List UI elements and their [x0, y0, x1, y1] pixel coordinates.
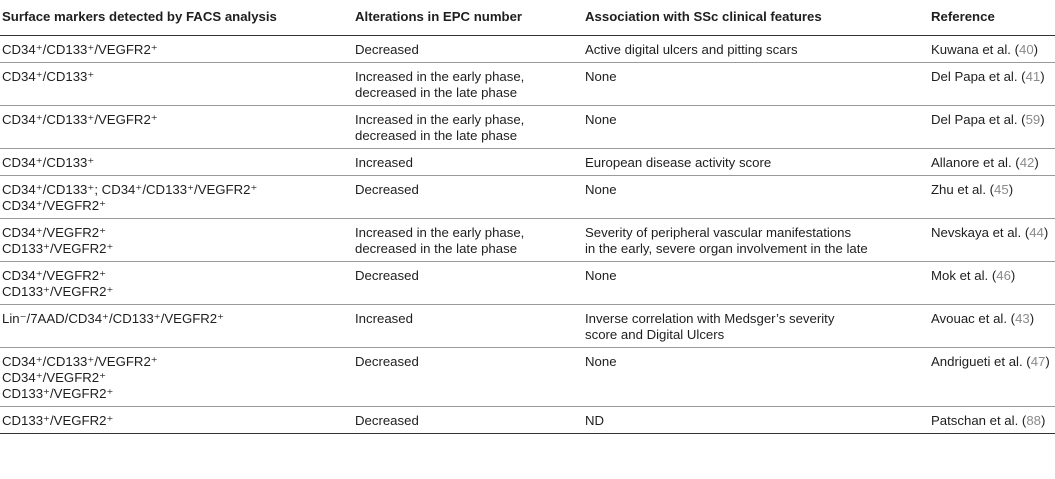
markers-cell: [0, 176, 353, 219]
reference-number-link[interactable]: 40: [1018, 42, 1034, 57]
reference-cell: Del Papa et al. (41): [929, 63, 1055, 106]
alteration-cell-line: decreased in the late phase: [355, 128, 518, 143]
markers-cell-line: CD34⁺/VEGFR2⁺: [2, 370, 107, 385]
association-cell-line: ND: [585, 413, 605, 428]
reference-number-link[interactable]: 88: [1026, 413, 1041, 428]
markers-cell-line: CD133⁺/VEGFR2⁺: [2, 241, 114, 256]
alteration-cell: [353, 407, 583, 434]
association-cell-line: None: [585, 112, 617, 127]
reference-cell: Zhu et al. (45): [929, 176, 1055, 219]
association-cell-line: European disease activity score: [585, 155, 772, 170]
alteration-cell: [353, 106, 583, 149]
reference-cell: Allanore et al. (42): [929, 149, 1055, 176]
table-row: [0, 262, 1055, 305]
association-cell: [583, 36, 929, 63]
markers-cell-line: CD133⁺/VEGFR2⁺: [2, 413, 114, 428]
alteration-cell-line: Decreased: [355, 413, 419, 428]
markers-cell-line: CD34⁺/CD133⁺; CD34⁺/CD133⁺/VEGFR2⁺: [2, 182, 258, 197]
reference-number-link[interactable]: 59: [1025, 112, 1041, 127]
association-cell: [583, 305, 929, 348]
table-row: [0, 106, 1055, 149]
reference-number-link[interactable]: 41: [1025, 69, 1041, 84]
alteration-cell: [353, 36, 583, 63]
association-cell: [583, 176, 929, 219]
markers-cell: [0, 348, 353, 407]
alteration-cell: [353, 262, 583, 305]
association-cell: [583, 407, 929, 434]
alteration-cell-line: Increased: [355, 311, 413, 326]
reference-number-link[interactable]: 42: [1019, 155, 1035, 170]
markers-cell-line: CD133⁺/VEGFR2⁺: [2, 284, 114, 299]
association-cell: [583, 149, 929, 176]
reference-author: Avouac et al.: [931, 311, 1008, 326]
reference-author: Kuwana et al.: [931, 42, 1011, 57]
markers-cell: [0, 262, 353, 305]
reference-number-link[interactable]: 44: [1029, 225, 1044, 240]
alteration-cell-line: Decreased: [355, 268, 419, 283]
reference-author: Nevskaya et al.: [931, 225, 1022, 240]
alteration-cell: [353, 149, 583, 176]
reference-cell: Nevskaya et al. (44): [929, 219, 1055, 262]
reference-cell: Avouac et al. (43): [929, 305, 1055, 348]
reference-number-link[interactable]: 45: [994, 182, 1009, 197]
alteration-cell: [353, 219, 583, 262]
alteration-cell-line: decreased in the late phase: [355, 85, 518, 100]
markers-cell-line: CD133⁺/VEGFR2⁺: [2, 386, 114, 401]
alteration-cell-line: Increased: [355, 155, 413, 170]
reference-cell: Patschan et al. (88): [929, 407, 1055, 434]
reference-author: Del Papa et al.: [931, 112, 1018, 127]
table-row: [0, 305, 1055, 348]
alteration-cell-line: Increased in the early phase,: [355, 112, 525, 127]
reference-author: Del Papa et al.: [931, 69, 1018, 84]
markers-cell-line: CD34⁺/VEGFR2⁺: [2, 225, 107, 240]
association-cell-line: None: [585, 354, 617, 369]
reference-number-link[interactable]: 43: [1015, 311, 1030, 326]
reference-cell: Del Papa et al. (59): [929, 106, 1055, 149]
markers-cell-line: CD34⁺/CD133⁺/VEGFR2⁺: [2, 112, 158, 127]
header-row: [0, 0, 1055, 36]
alteration-cell-line: Increased in the early phase,: [355, 225, 525, 240]
association-cell: [583, 262, 929, 305]
reference-author: Allanore et al.: [931, 155, 1012, 170]
reference-number-link[interactable]: 46: [996, 268, 1011, 283]
association-cell: [583, 63, 929, 106]
markers-cell-line: CD34⁺/CD133⁺: [2, 69, 95, 84]
markers-cell: [0, 305, 353, 348]
association-cell-line: Inverse correlation with Medsger’s severity: [585, 311, 835, 326]
reference-number-link[interactable]: 47: [1030, 354, 1046, 369]
association-cell-line: None: [585, 69, 617, 84]
reference-cell: Mok et al. (46): [929, 262, 1055, 305]
alteration-cell-line: Decreased: [355, 182, 419, 197]
table-row: [0, 36, 1055, 63]
table-body: [0, 36, 1055, 434]
markers-cell: [0, 407, 353, 434]
reference-author: Andrigueti et al.: [931, 354, 1023, 369]
table-row: [0, 407, 1055, 434]
alteration-cell-line: decreased in the late phase: [355, 241, 518, 256]
association-cell: [583, 348, 929, 407]
table-row: [0, 348, 1055, 407]
association-cell-line: Active digital ulcers and pitting scars: [585, 42, 798, 57]
association-cell: [583, 106, 929, 149]
alteration-cell: [353, 348, 583, 407]
association-cell-line: None: [585, 268, 617, 283]
markers-cell-line: CD34⁺/VEGFR2⁺: [2, 268, 107, 283]
markers-cell: [0, 149, 353, 176]
markers-cell: [0, 219, 353, 262]
alteration-cell-line: Decreased: [355, 42, 419, 57]
association-cell-line: score and Digital Ulcers: [585, 327, 725, 342]
table-row: [0, 63, 1055, 106]
reference-cell: Andrigueti et al. (47): [929, 348, 1055, 407]
alteration-cell-line: Decreased: [355, 354, 419, 369]
table-header: [0, 0, 1055, 36]
association-cell-line: None: [585, 182, 617, 197]
header-clinical-association: Association with SSc clinical features: [583, 0, 929, 36]
alteration-cell: [353, 305, 583, 348]
association-cell-line: Severity of peripheral vascular manifestations: [585, 225, 852, 240]
reference-author: Patschan et al.: [931, 413, 1019, 428]
markers-cell: [0, 106, 353, 149]
alteration-cell: [353, 176, 583, 219]
reference-author: Mok et al.: [931, 268, 989, 283]
reference-cell: Kuwana et al. (40): [929, 36, 1055, 63]
markers-cell-line: Lin⁻/7AAD/CD34⁺/CD133⁺/VEGFR2⁺: [2, 311, 225, 326]
markers-cell: [0, 36, 353, 63]
alteration-cell-line: Increased in the early phase,: [355, 69, 525, 84]
markers-cell: [0, 63, 353, 106]
association-cell: [583, 219, 929, 262]
markers-cell-line: CD34⁺/CD133⁺/VEGFR2⁺: [2, 42, 158, 57]
table-row: [0, 176, 1055, 219]
table-row: [0, 149, 1055, 176]
markers-cell-line: CD34⁺/CD133⁺/VEGFR2⁺: [2, 354, 158, 369]
markers-cell-line: CD34⁺/CD133⁺: [2, 155, 95, 170]
header-epc-alterations: Alterations in EPC number: [353, 0, 583, 36]
table-row: [0, 219, 1055, 262]
association-cell-line: in the early, severe organ involvement in the late: [585, 241, 868, 256]
alteration-cell: [353, 63, 583, 106]
header-reference: Reference: [929, 0, 1055, 36]
header-surface-markers: Surface markers detected by FACS analysis: [0, 0, 353, 36]
reference-author: Zhu et al.: [931, 182, 986, 197]
markers-cell-line: CD34⁺/VEGFR2⁺: [2, 198, 107, 213]
